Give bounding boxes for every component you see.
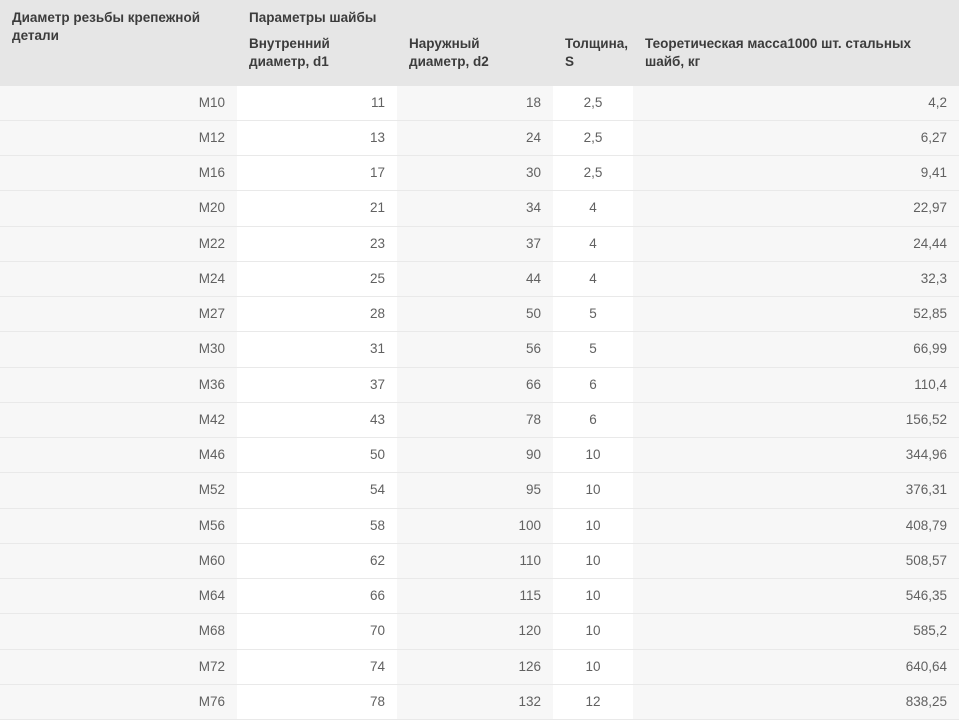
cell-mass: 508,57	[633, 543, 959, 578]
cell-thread-diameter: M20	[0, 191, 237, 226]
cell-outer-diameter: 56	[397, 332, 553, 367]
header-thickness: Толщина, S	[553, 31, 633, 85]
cell-thickness: 6	[553, 402, 633, 437]
cell-thickness: 10	[553, 614, 633, 649]
cell-thread-diameter: M56	[0, 508, 237, 543]
cell-mass: 408,79	[633, 508, 959, 543]
cell-thickness: 10	[553, 649, 633, 684]
cell-thread-diameter: M30	[0, 332, 237, 367]
cell-outer-diameter: 50	[397, 297, 553, 332]
cell-thread-diameter: M68	[0, 614, 237, 649]
cell-outer-diameter: 24	[397, 120, 553, 155]
cell-thread-diameter: M60	[0, 543, 237, 578]
cell-mass: 110,4	[633, 367, 959, 402]
cell-mass: 22,97	[633, 191, 959, 226]
cell-mass: 4,2	[633, 86, 959, 121]
cell-mass: 156,52	[633, 402, 959, 437]
cell-thickness: 5	[553, 332, 633, 367]
cell-outer-diameter: 90	[397, 438, 553, 473]
table-row	[0, 120, 959, 155]
cell-thickness: 4	[553, 261, 633, 296]
header-mass: Теоретическая масса1000 шт. стальных шайб, кг	[633, 31, 959, 85]
cell-mass: 546,35	[633, 579, 959, 614]
table-row	[0, 614, 959, 649]
table-header	[0, 0, 959, 86]
cell-outer-diameter: 18	[397, 86, 553, 121]
table-row	[0, 226, 959, 261]
cell-mass: 66,99	[633, 332, 959, 367]
cell-inner-diameter: 31	[237, 332, 397, 367]
cell-inner-diameter: 11	[237, 86, 397, 121]
cell-thickness: 12	[553, 684, 633, 719]
table-row	[0, 156, 959, 191]
header-outer-diameter: Наружный диаметр, d2	[397, 31, 553, 85]
table-row	[0, 297, 959, 332]
cell-outer-diameter: 30	[397, 156, 553, 191]
cell-mass: 9,41	[633, 156, 959, 191]
cell-thread-diameter: M27	[0, 297, 237, 332]
table-row	[0, 261, 959, 296]
cell-outer-diameter: 37	[397, 226, 553, 261]
cell-thread-diameter: M24	[0, 261, 237, 296]
cell-thickness: 10	[553, 508, 633, 543]
table-row	[0, 191, 959, 226]
table-row	[0, 402, 959, 437]
cell-outer-diameter: 120	[397, 614, 553, 649]
cell-outer-diameter: 66	[397, 367, 553, 402]
table-row	[0, 684, 959, 719]
cell-thread-diameter: M12	[0, 120, 237, 155]
cell-inner-diameter: 62	[237, 543, 397, 578]
table-row	[0, 438, 959, 473]
table-row	[0, 332, 959, 367]
cell-inner-diameter: 54	[237, 473, 397, 508]
cell-thread-diameter: M10	[0, 86, 237, 121]
cell-outer-diameter: 132	[397, 684, 553, 719]
cell-outer-diameter: 100	[397, 508, 553, 543]
cell-outer-diameter: 115	[397, 579, 553, 614]
cell-thread-diameter: M42	[0, 402, 237, 437]
table-row	[0, 367, 959, 402]
cell-outer-diameter: 95	[397, 473, 553, 508]
table-header-top-row	[0, 0, 959, 31]
cell-inner-diameter: 66	[237, 579, 397, 614]
cell-mass: 52,85	[633, 297, 959, 332]
table-body	[0, 86, 959, 720]
cell-thickness: 2,5	[553, 120, 633, 155]
cell-inner-diameter: 37	[237, 367, 397, 402]
cell-thickness: 10	[553, 438, 633, 473]
cell-thread-diameter: M76	[0, 684, 237, 719]
table-row	[0, 543, 959, 578]
cell-inner-diameter: 21	[237, 191, 397, 226]
cell-thickness: 5	[553, 297, 633, 332]
cell-thickness: 10	[553, 579, 633, 614]
cell-mass: 585,2	[633, 614, 959, 649]
table-row	[0, 579, 959, 614]
cell-inner-diameter: 28	[237, 297, 397, 332]
cell-mass: 32,3	[633, 261, 959, 296]
header-thread-diameter: Диаметр резьбы крепежной детали	[0, 0, 237, 86]
cell-outer-diameter: 126	[397, 649, 553, 684]
cell-inner-diameter: 13	[237, 120, 397, 155]
table-row	[0, 473, 959, 508]
cell-mass: 640,64	[633, 649, 959, 684]
table-row	[0, 649, 959, 684]
cell-inner-diameter: 70	[237, 614, 397, 649]
table-row	[0, 508, 959, 543]
cell-thread-diameter: M46	[0, 438, 237, 473]
cell-thread-diameter: M16	[0, 156, 237, 191]
cell-inner-diameter: 78	[237, 684, 397, 719]
cell-thickness: 2,5	[553, 86, 633, 121]
cell-inner-diameter: 43	[237, 402, 397, 437]
cell-thread-diameter: M52	[0, 473, 237, 508]
cell-thickness: 4	[553, 191, 633, 226]
cell-thread-diameter: M22	[0, 226, 237, 261]
cell-mass: 344,96	[633, 438, 959, 473]
cell-outer-diameter: 44	[397, 261, 553, 296]
cell-mass: 6,27	[633, 120, 959, 155]
table-row	[0, 86, 959, 121]
cell-thickness: 6	[553, 367, 633, 402]
cell-mass: 24,44	[633, 226, 959, 261]
cell-thread-diameter: M64	[0, 579, 237, 614]
cell-mass: 376,31	[633, 473, 959, 508]
cell-thickness: 2,5	[553, 156, 633, 191]
cell-outer-diameter: 78	[397, 402, 553, 437]
cell-inner-diameter: 23	[237, 226, 397, 261]
cell-thickness: 10	[553, 473, 633, 508]
cell-mass: 838,25	[633, 684, 959, 719]
cell-inner-diameter: 17	[237, 156, 397, 191]
cell-inner-diameter: 58	[237, 508, 397, 543]
cell-thread-diameter: M36	[0, 367, 237, 402]
header-inner-diameter: Внутренний диаметр, d1	[237, 31, 397, 85]
header-washer-params-group: Параметры шайбы	[237, 0, 959, 31]
cell-thread-diameter: M72	[0, 649, 237, 684]
cell-inner-diameter: 74	[237, 649, 397, 684]
cell-inner-diameter: 50	[237, 438, 397, 473]
cell-thickness: 4	[553, 226, 633, 261]
cell-inner-diameter: 25	[237, 261, 397, 296]
cell-outer-diameter: 110	[397, 543, 553, 578]
cell-outer-diameter: 34	[397, 191, 553, 226]
cell-thickness: 10	[553, 543, 633, 578]
